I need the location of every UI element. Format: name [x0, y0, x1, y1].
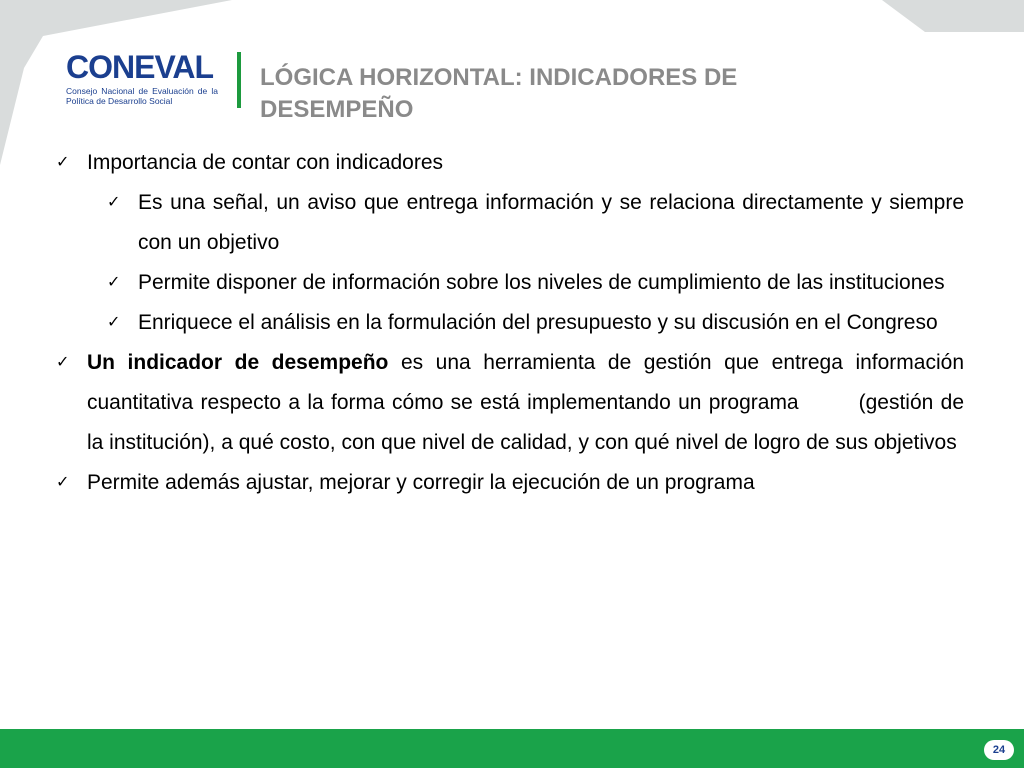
sub-bullet-text: Es una señal, un aviso que entrega información y se relaciona directamente y siempre con un objetivo [138, 191, 964, 254]
sub-bullet-item [107, 303, 964, 343]
bullet-text-continued: (gestión de la institución), a qué costo, con que nivel de calidad, y con qué nivel de logro de sus objetivos [87, 391, 965, 454]
sub-bullet-text: Permite disponer de información sobre los niveles de cumplimiento de las instituciones [138, 271, 945, 294]
check-icon: ✓ [56, 154, 70, 171]
top-right-gray-band [882, 0, 1024, 32]
check-icon: ✓ [56, 474, 70, 491]
check-icon: ✓ [56, 354, 70, 371]
bullet-item [56, 463, 964, 503]
footer-bar [0, 729, 1024, 768]
bullet-text: Permite además ajustar, mejorar y corregir la ejecución de un programa [87, 471, 755, 494]
check-icon: ✓ [107, 314, 121, 331]
check-icon: ✓ [107, 274, 121, 291]
sub-bullet-text: Enriquece el análisis en la formulación del presupuesto y su discusión en el Congreso [138, 311, 938, 334]
logo-text: CONEVAL [66, 49, 214, 85]
bullet-bold-text: Un indicador de desempeño [87, 351, 389, 374]
slide-title: LÓGICA HORIZONTAL: INDICADORES DE DESEMPEÑO [260, 64, 738, 123]
coneval-logo [62, 50, 222, 115]
slide-content [56, 143, 964, 503]
logo-wordmark [66, 50, 213, 84]
bullet-item [56, 143, 964, 183]
sub-bullet-item [107, 183, 964, 263]
title-divider [237, 52, 241, 108]
logo-subtitle: Consejo Nacional de Evaluación de la Política de Desarrollo Social [66, 86, 218, 106]
page-number: 24 [984, 740, 1014, 760]
bullet-item [56, 343, 964, 463]
sub-bullet-item [107, 263, 964, 303]
bullet-text: es una herramienta de gestión que entrega información cuantitativa respecto a la forma cómo se está implementando un programa [87, 351, 964, 414]
bullet-text: Importancia de contar con indicadores [87, 151, 444, 174]
check-icon: ✓ [107, 194, 121, 211]
